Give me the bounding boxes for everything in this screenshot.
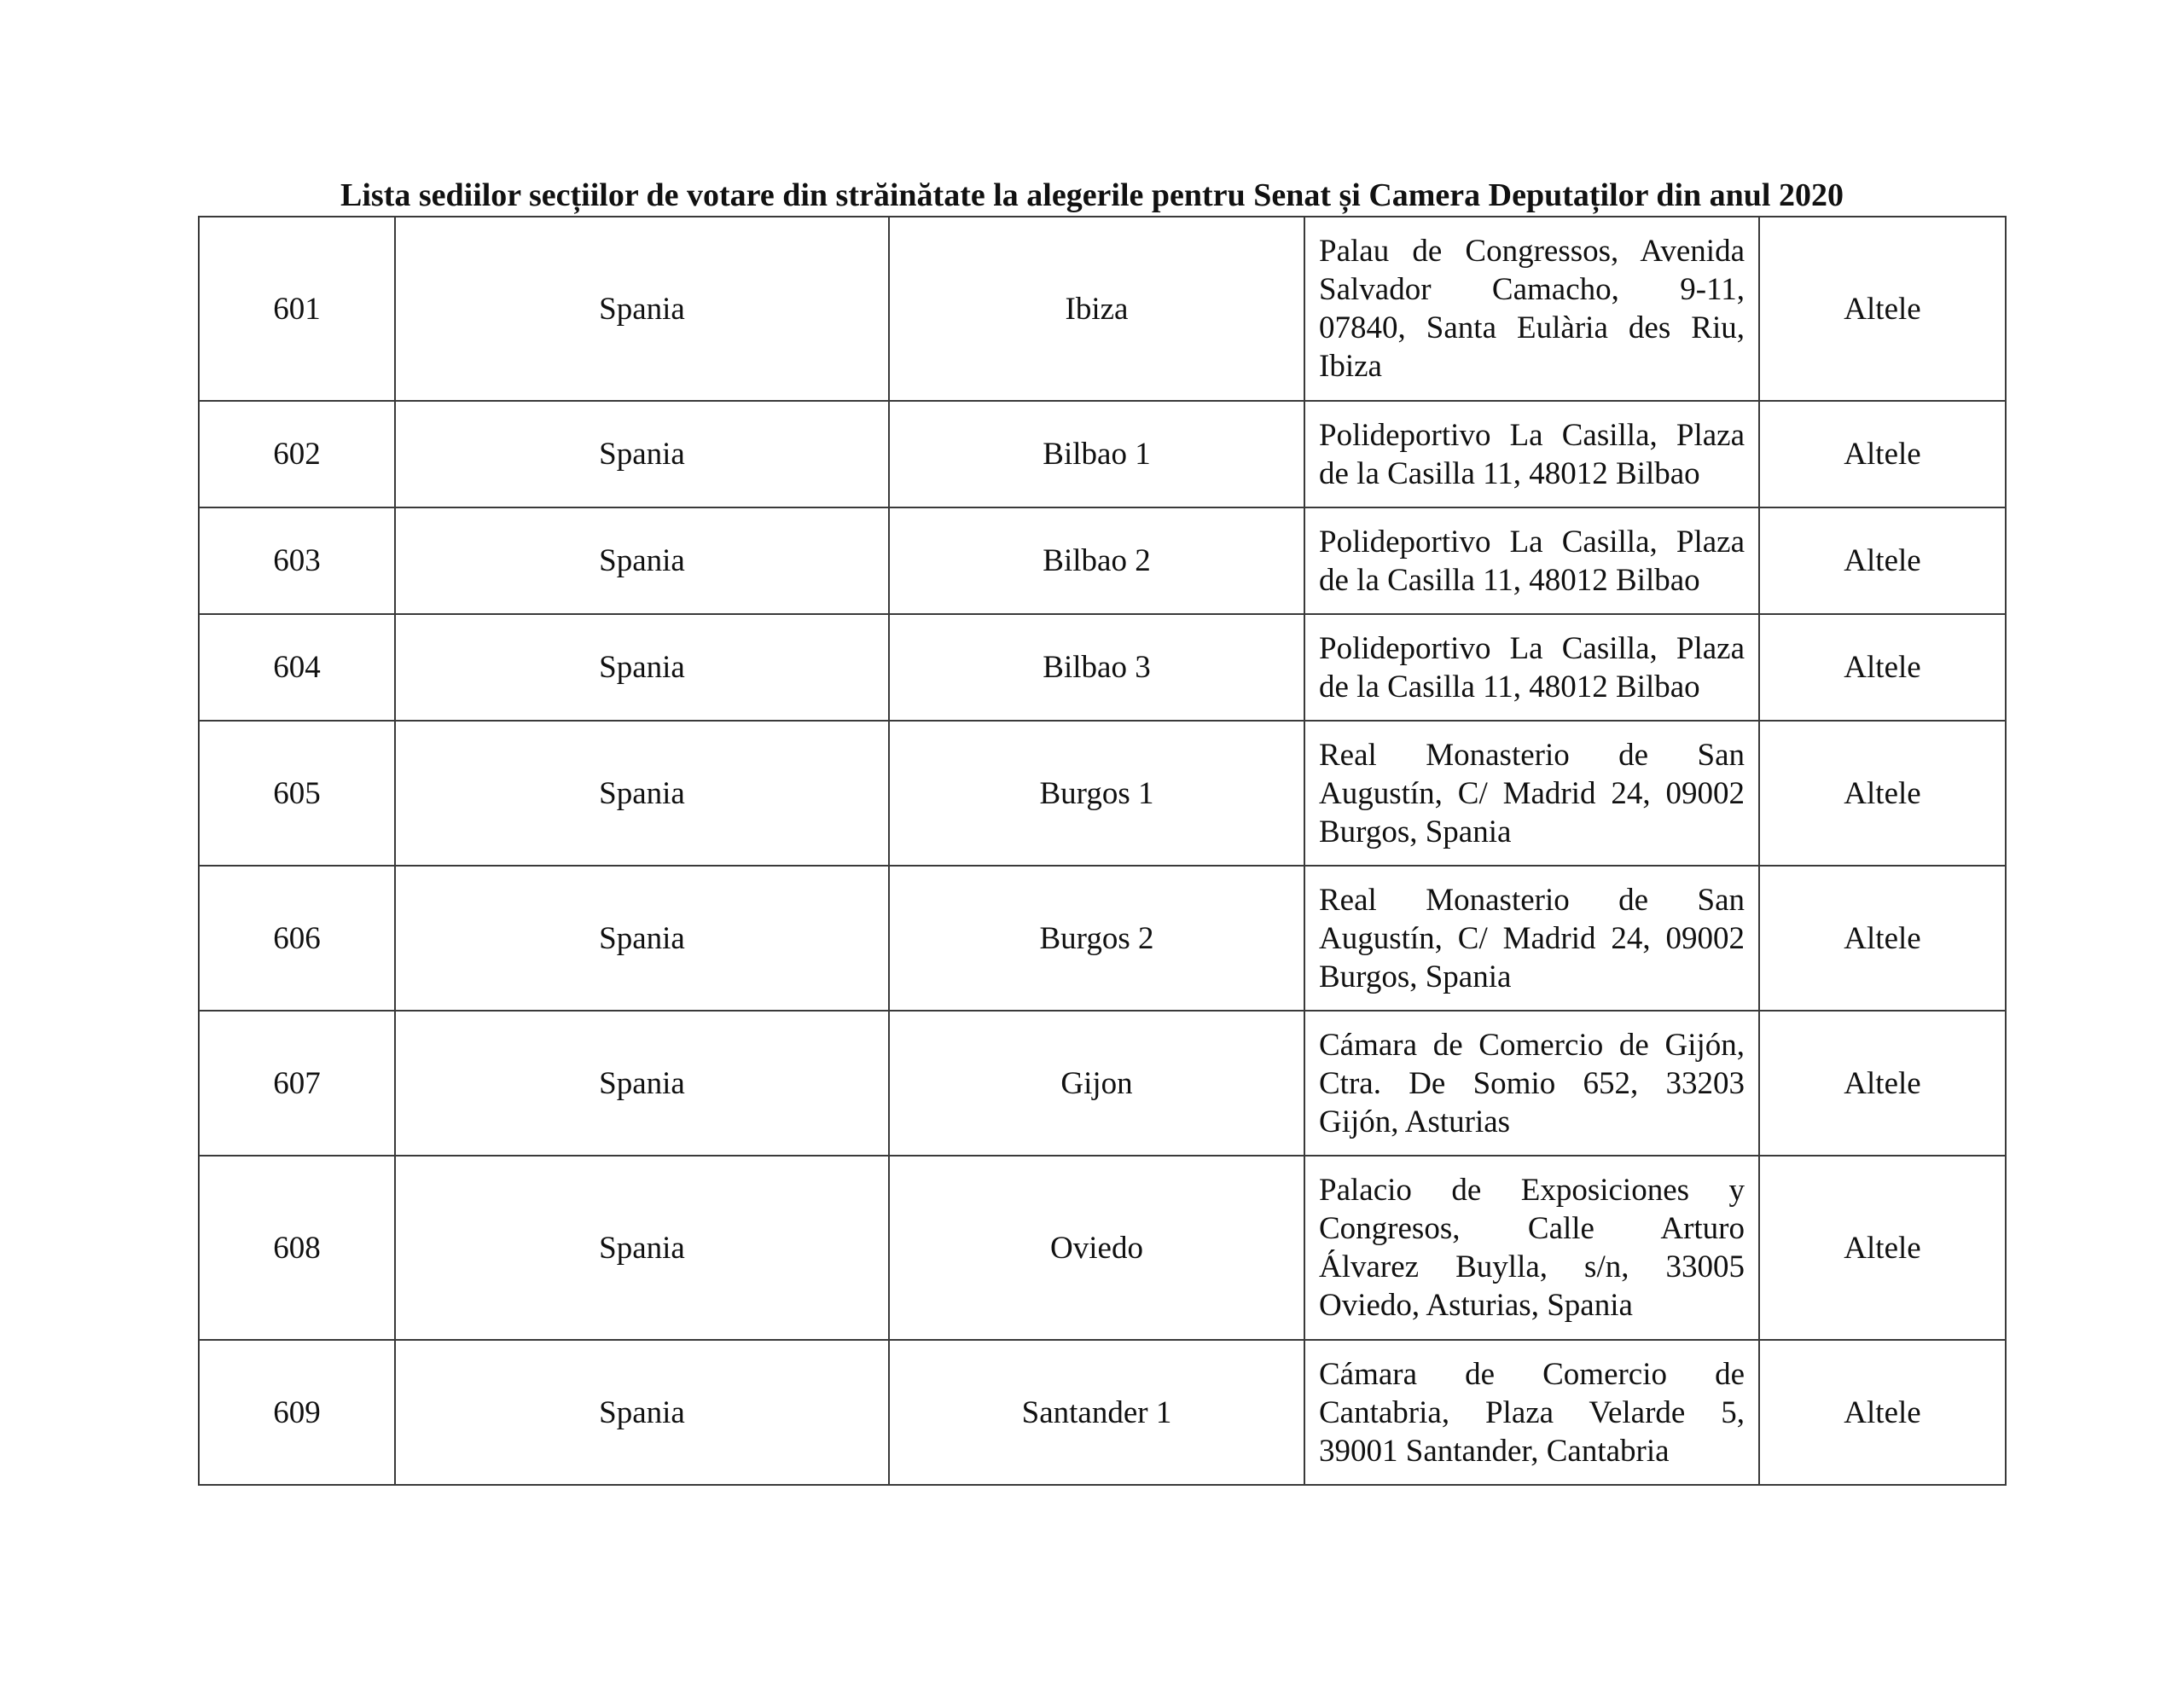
address-line: Real Monasterio de San xyxy=(1319,882,1745,918)
section-number: 602 xyxy=(199,401,395,507)
location-type-cell: Altele xyxy=(1759,1156,2006,1340)
location-type-cell: Altele xyxy=(1759,507,2006,614)
country-cell: Spania xyxy=(395,507,889,614)
table-row xyxy=(199,217,2006,401)
address-line: Polideportivo La Casilla, Plaza xyxy=(1319,630,1745,666)
address-cell xyxy=(1304,1156,1759,1340)
location-type-cell: Altele xyxy=(1759,866,2006,1011)
country-cell: Spania xyxy=(395,1156,889,1340)
page-title: Lista sediilor secțiilor de votare din străinătate la alegerile pentru Senat și Camera Deputaților din anul 2020 xyxy=(340,177,1844,213)
address-line: Cámara de Comercio de Gijón, xyxy=(1319,1027,1745,1063)
polling-stations-table xyxy=(198,216,2007,1486)
country-cell: Spania xyxy=(395,217,889,401)
section-number: 607 xyxy=(199,1011,395,1156)
locality-cell: Santander 1 xyxy=(889,1340,1304,1485)
section-number: 609 xyxy=(199,1340,395,1485)
table-row xyxy=(199,401,2006,507)
country-cell: Spania xyxy=(395,1340,889,1485)
table-row xyxy=(199,507,2006,614)
address-line: Álvarez Buylla, s/n, 33005 xyxy=(1319,1249,1745,1284)
address-line: de la Casilla 11, 48012 Bilbao xyxy=(1319,455,1700,491)
address-line: Gijón, Asturias xyxy=(1319,1104,1511,1139)
address-line: Ctra. De Somio 652, 33203 xyxy=(1319,1065,1745,1101)
country-cell: Spania xyxy=(395,1011,889,1156)
location-type-cell: Altele xyxy=(1759,401,2006,507)
locality-cell: Burgos 1 xyxy=(889,721,1304,866)
locality-cell: Burgos 2 xyxy=(889,866,1304,1011)
country-cell: Spania xyxy=(395,866,889,1011)
section-number: 605 xyxy=(199,721,395,866)
locality-cell: Oviedo xyxy=(889,1156,1304,1340)
address-line: de la Casilla 11, 48012 Bilbao xyxy=(1319,562,1700,598)
country-cell: Spania xyxy=(395,401,889,507)
section-number: 604 xyxy=(199,614,395,721)
address-line: Burgos, Spania xyxy=(1319,814,1512,849)
address-line: de la Casilla 11, 48012 Bilbao xyxy=(1319,669,1700,704)
table-row xyxy=(199,1011,2006,1156)
address-line: Palacio de Exposiciones y xyxy=(1319,1173,1745,1208)
section-number: 603 xyxy=(199,507,395,614)
address-cell xyxy=(1304,217,1759,401)
section-number: 608 xyxy=(199,1156,395,1340)
address-line: Congresos, Calle Arturo xyxy=(1319,1211,1745,1246)
address-line: Augustín, C/ Madrid 24, 09002 xyxy=(1319,920,1745,956)
address-line: Cámara de Comercio de xyxy=(1319,1356,1745,1392)
table-row xyxy=(199,614,2006,721)
address-line: Salvador Camacho, 9-11, xyxy=(1319,272,1745,307)
address-line: Augustín, C/ Madrid 24, 09002 xyxy=(1319,775,1745,811)
table-row xyxy=(199,721,2006,866)
location-type-cell: Altele xyxy=(1759,721,2006,866)
address-line: Palau de Congressos, Avenida xyxy=(1319,234,1745,269)
location-type-cell: Altele xyxy=(1759,217,2006,401)
address-line: Cantabria, Plaza Velarde 5, xyxy=(1319,1394,1745,1430)
address-cell xyxy=(1304,1011,1759,1156)
address-cell xyxy=(1304,614,1759,721)
locality-cell: Bilbao 3 xyxy=(889,614,1304,721)
address-line: Ibiza xyxy=(1319,349,1382,384)
table-row xyxy=(199,1340,2006,1485)
locality-cell: Gijon xyxy=(889,1011,1304,1156)
address-line: Real Monasterio de San xyxy=(1319,737,1745,773)
address-cell xyxy=(1304,1340,1759,1485)
location-type-cell: Altele xyxy=(1759,614,2006,721)
address-cell xyxy=(1304,507,1759,614)
address-line: Oviedo, Asturias, Spania xyxy=(1319,1288,1633,1323)
locality-cell: Bilbao 2 xyxy=(889,507,1304,614)
address-line: Polideportivo La Casilla, Plaza xyxy=(1319,417,1745,453)
section-number: 606 xyxy=(199,866,395,1011)
locality-cell: Bilbao 1 xyxy=(889,401,1304,507)
section-number: 601 xyxy=(199,217,395,401)
address-cell xyxy=(1304,401,1759,507)
location-type-cell: Altele xyxy=(1759,1340,2006,1485)
address-line: Burgos, Spania xyxy=(1319,959,1512,994)
address-line: Polideportivo La Casilla, Plaza xyxy=(1319,524,1745,559)
location-type-cell: Altele xyxy=(1759,1011,2006,1156)
locality-cell: Ibiza xyxy=(889,217,1304,401)
table-row xyxy=(199,866,2006,1011)
country-cell: Spania xyxy=(395,721,889,866)
address-cell xyxy=(1304,721,1759,866)
country-cell: Spania xyxy=(395,614,889,721)
address-cell xyxy=(1304,866,1759,1011)
address-line: 39001 Santander, Cantabria xyxy=(1319,1433,1670,1469)
address-line: 07840, Santa Eulària des Riu, xyxy=(1319,310,1745,345)
table-row xyxy=(199,1156,2006,1340)
